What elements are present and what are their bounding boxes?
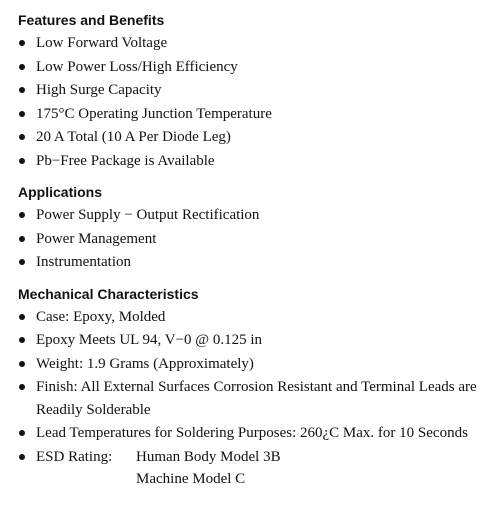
- list-item-text: Finish: All External Surfaces Corrosion Resistant and Terminal Leads are Readily Solderable: [36, 379, 477, 418]
- list-item-text: Power Supply − Output Rectification: [36, 207, 260, 223]
- list-item: [18, 329, 478, 352]
- esd-machine-model: Machine Model C: [136, 471, 246, 487]
- list-item: [18, 103, 478, 126]
- list-item-text: 175°C Operating Junction Temperature: [36, 105, 272, 122]
- list-item: [18, 376, 478, 421]
- list-item: [18, 56, 478, 79]
- applications-list: [18, 204, 478, 274]
- list-item-text: Pb−Free Package is Available: [36, 152, 215, 169]
- features-list: [18, 32, 478, 172]
- bullet-icon: [19, 158, 25, 164]
- list-item-text: Weight: 1.9 Grams (Approximately): [36, 355, 254, 372]
- bullet-icon: [19, 337, 25, 343]
- bullet-icon: [19, 111, 25, 117]
- bullet-icon: [19, 134, 25, 140]
- list-item: [18, 251, 478, 274]
- datasheet-page: [18, 11, 478, 492]
- features-heading: Features and Benefits: [18, 12, 165, 28]
- list-item-text: Low Power Loss/High Efficiency: [36, 58, 238, 75]
- list-item-text: Lead Temperatures for Soldering Purposes: 260¿C Max. for 10 Seconds: [36, 425, 468, 441]
- bullet-icon: [19, 64, 25, 70]
- list-item-text: Epoxy Meets UL 94, V−0 @ 0.125 in: [36, 332, 263, 348]
- bullet-icon: [19, 87, 25, 93]
- list-item-text: Low Forward Voltage: [36, 35, 168, 51]
- list-item: [18, 126, 478, 149]
- esd-rating: [36, 446, 478, 491]
- esd-rating-label: ESD Rating:: [36, 448, 113, 465]
- features-section: [18, 11, 478, 172]
- bullet-icon: [19, 314, 25, 320]
- esd-rating-item: [18, 446, 478, 491]
- bullet-icon: [19, 259, 25, 265]
- list-item: [18, 306, 478, 329]
- list-item: [18, 353, 478, 376]
- list-item-text: High Surge Capacity: [36, 82, 162, 98]
- esd-human-body-model: Human Body Model 3B: [136, 448, 281, 465]
- applications-heading: Applications: [18, 184, 103, 200]
- bullet-icon: [19, 361, 25, 367]
- list-item-text: Instrumentation: [36, 254, 131, 270]
- mechanical-heading: Mechanical Characteristics: [18, 285, 199, 302]
- esd-spacer: [36, 468, 136, 491]
- bullet-icon: [19, 212, 25, 218]
- bullet-icon: [19, 236, 25, 242]
- list-item-text: Power Management: [36, 230, 157, 247]
- bullet-icon: [19, 40, 25, 46]
- bullet-icon: [19, 430, 25, 436]
- list-item: [18, 79, 478, 102]
- list-item-text: 20 A Total (10 A Per Diode Leg): [36, 129, 231, 145]
- mechanical-section: [18, 285, 478, 491]
- list-item-text: Case: Epoxy, Molded: [36, 308, 166, 325]
- list-item: [18, 422, 478, 445]
- list-item: [18, 228, 478, 251]
- applications-section: [18, 183, 478, 274]
- bullet-icon: [19, 454, 25, 460]
- bullet-icon: [19, 384, 25, 390]
- list-item: [18, 204, 478, 227]
- mechanical-list: [18, 306, 478, 491]
- list-item: [18, 150, 478, 173]
- list-item: [18, 32, 478, 55]
